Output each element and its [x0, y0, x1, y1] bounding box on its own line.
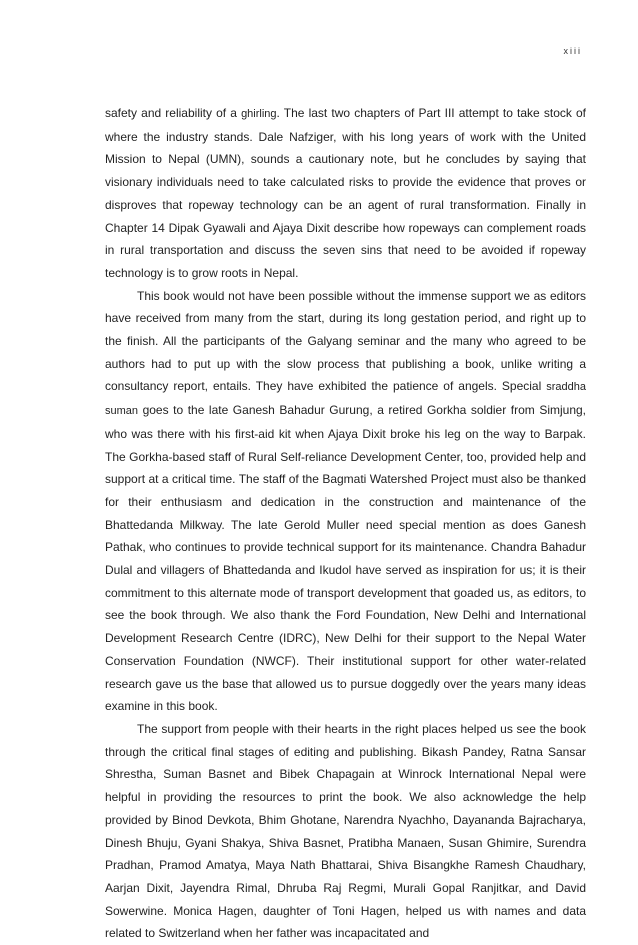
text-segment: The support from people with their hearts in the right places helped us see the book through the critical final stages of editing and publishing. Bikash Pandey, Ratna Sansar Shrestha, Suman Basnet and Bibek Chapagain at Winrock International Nepal were helpful in providing the resources to print the book. We also acknowledge the help provided by Binod Devkota, Bhim Ghotane, Narendra Nyachho, Dayananda Bajracharya, Dinesh Bhuju, Gyani Shakya, Shiva Basnet, Pratibha Manaen, Susan Ghimire, Surendra Pradhan, Pramod Amatya, Maya Nath Bhattarai, Shiva Bisangkhe Ramesh Chaudhary, Aarjan Dixit, Jayendra Rimal, Dhruba Raj Regmi, Murali Gopal Ranjitkar, and David Sowerwine. Monica Hagen, daughter of Toni Hagen, helped us with names and data related to Switzerland when her father was incapacitated and: [105, 721, 586, 941]
body-text: [105, 102, 586, 945]
text-segment: safety and reliability of a: [105, 106, 242, 120]
text-segment: goes to the late Ganesh Bahadur Gurung, a retired Gorkha soldier from Simjung, who was there with his first-aid kit when Ajaya Dixit broke his leg on the way to Barpak. The Gorkha-based staff of Rural Self-reliance Development Center, too, provided help and support at a critical time. The staff of the Bagmati Watershed Project must also be thanked for their enthusiasm and dedication in the construction and maintenance of the Bhattedanda Milkway. The late Gerold Muller need special mention as does Ganesh Pathak, who continues to provide technical support for its maintenance. Chandra Bahadur Dulal and villagers of Bhattedanda and Ikudol have served as inspiration for us; it is their commitment to this alternate mode of transport development that goaded us, as editors, to see the book through. We also thank the Ford Foundation, New Delhi and International Development Research Centre (IDRC), New Delhi for their support to the Nepal Water Conservation Foundation (NWCF). Their institutional support for other water-related research gave us the base that allowed us to pursue doggedly over the years many ideas examine in this book.: [105, 403, 586, 714]
paragraph-p2: [105, 285, 586, 718]
text-segment: . The last two chapters of Part III attempt to take stock of where the industry stands. Dale Nafziger, with his long years of work with the United Mission to Nepal (UMN), sounds a cautionary note, but he concludes by saying that visionary individuals need to take calculated risks to provide the evidence that proves or disproves that ropeway technology can be an agent of rural transformation. Finally in Chapter 14 Dipak Gyawali and Ajaya Dixit describe how ropeways can complement roads in rural transportation and discuss the seven sins that need to be avoided if ropeway technology is to grow roots in Nepal.: [105, 106, 587, 280]
text-segment: This book would not have been possible without the immense support we as editors have received from many from the start, during its long gestation period, and right up to the finish. All the participants of the Galyang seminar and the many who agreed to be authors had to put up with the slow process that publishing a book, unlike writing a consultancy report, entails. They have exhibited the patience of angels. Special: [105, 288, 586, 394]
paragraph-p1: [105, 102, 586, 285]
paragraph-p3: [105, 718, 586, 945]
italic-term: ghirling: [241, 108, 277, 120]
page-number: xiii: [563, 46, 582, 56]
italic-term: sraddha suman: [105, 381, 586, 418]
